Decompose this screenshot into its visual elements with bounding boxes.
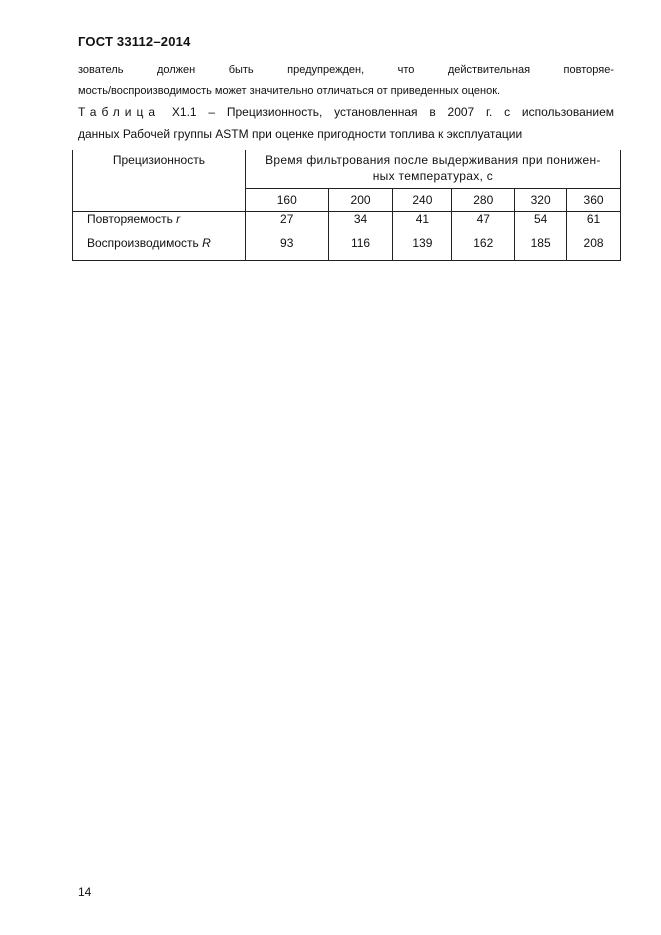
- precision-column-header: Прецизионность: [73, 150, 246, 212]
- table-cell: 41: [393, 212, 452, 237]
- table-row: [73, 236, 621, 261]
- reproducibility-label: Воспроизводимость R: [73, 236, 246, 261]
- caption-line-1: Таблица X1.1 – Прецизионность, установленная в 2007 г. с использованием: [78, 105, 614, 119]
- table-cell: 162: [452, 236, 515, 261]
- table-cell: 61: [567, 212, 621, 237]
- time-header-200: 200: [328, 189, 393, 212]
- table-cell: 47: [452, 212, 515, 237]
- table-cell: 116: [328, 236, 393, 261]
- table-cell: 185: [515, 236, 567, 261]
- paragraph-line-2: мость/воспроизводимость может значительно отличаться от приведенных оценок.: [78, 85, 501, 97]
- intro-paragraph: [78, 60, 614, 102]
- table-cell: 93: [245, 236, 328, 261]
- page-number: 14: [78, 885, 92, 899]
- document-header: ГОСТ 33112–2014: [78, 34, 191, 49]
- caption-line-2: данных Рабочей группы ASTM при оценке пригодности топлива к эксплуатации: [78, 127, 523, 141]
- table-caption: [78, 101, 614, 145]
- precision-table: [72, 150, 621, 261]
- paragraph-line-1: зователь должен быть предупрежден, что действительная повторяе-: [78, 64, 614, 76]
- table-cell: 34: [328, 212, 393, 237]
- repeatability-label: Повторяемость r: [73, 212, 246, 237]
- filtration-time-header: Время фильтрования после выдерживания при понижен- ных температурах, с: [245, 150, 620, 189]
- time-header-360: 360: [567, 189, 621, 212]
- table-cell: 139: [393, 236, 452, 261]
- time-header-280: 280: [452, 189, 515, 212]
- time-header-160: 160: [245, 189, 328, 212]
- time-header-240: 240: [393, 189, 452, 212]
- table-row: [73, 212, 621, 237]
- time-header-320: 320: [515, 189, 567, 212]
- table-cell: 208: [567, 236, 621, 261]
- table-cell: 54: [515, 212, 567, 237]
- table-cell: 27: [245, 212, 328, 237]
